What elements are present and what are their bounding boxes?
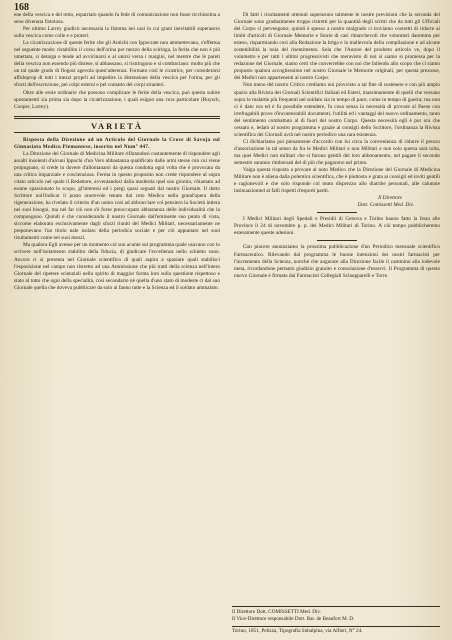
section-underline xyxy=(14,132,220,133)
paragraph: I Medici Militari degli Spedali e Presidii di Genova e Torino hanno fatto la festa alle Province il 24 di novembre p. p. dei Medici Militari di Torino. A ciò tempo pubblicheremo estesamente queste adesioni. xyxy=(234,216,440,237)
signature-name: Dott. Comissetti Med. Div. xyxy=(357,202,414,209)
section-title: VARIETÀ xyxy=(90,121,144,132)
paragraph: Ci dichiariamo poi pienamente d'accordo con lui circa la convenienza di ridurre il prezzo d'associazione in tal senso da fra le Medici Militari e non Militari e non solo questa sarà tolta, ma quei Medici non militari che si furono gentili del loro abbonamento, nel pagare il secondo semestre saranno rimborsati del di più che pagarono nel primo. xyxy=(234,138,440,166)
article-heading-text: Risposta della Direzione ad un Articolo del Giornale la Croce di Savoja sul Ginnasiato Medico Piemontese, inserito nel Num° 447. xyxy=(14,137,220,150)
page-number: 168 xyxy=(14,2,29,13)
paragraph: Oltre alle eroie ordinarie che possono complicare le ferite della vescica, può questa subire spostamenti sia prima sia dopo la cicatrizzazione, i quali esigon una cura particolare (Ruysch, Cooper, Larrey). xyxy=(14,89,220,110)
paragraph: Con piacere annunziamo la prossima pubblicazione d'un Periodico mensuale scientifico Farmaceutico. Rilevando dal programma le buone intenzioni dei nostri farmacisti per l'incremento della Scienza, nonché che augurare alla Direzione facile il cammino alla lodevole meta, ricordandone pertanto giudizio gratuito e consolazione d'esservi. Il Programma di questo nuovo Giornale è firmato dai Farmacisti Collegiali Sclaupparelli e Torre. xyxy=(234,244,440,279)
colophon-director: Il Direttore Dott. COMISSETTI Med. Div. xyxy=(232,609,321,615)
printer-imprint: Torino, 1851, Pelizza, Tipografia Subalpina, via Alfieri, N° 24. xyxy=(232,626,440,635)
left-column xyxy=(14,12,220,612)
paragraph: ene della vescica e del retto, espatriato quando fa fede di comunicazione non fosse ricchissima a seno divenuta fistolosa. xyxy=(14,12,220,26)
colophon xyxy=(232,606,440,635)
colophon-rule xyxy=(232,606,440,607)
paragraph: La Direzione del Giornale di Medicina Militare riflutandosi costantemente di rispondere agli assalti insolenti d'alcuni Ippochi d'un Vero abbastanza qualificato dalle armi stesse con cui viene propugnato, si crede in dovere d'allontanarsi da questa condotta ogni volta che è provocata da una critica imparziale e coscienziosa. Ferma in questo proposito non crede rispondere al sopra citato articolo nel quale il Redattore, avventandosi dalla modestia quel suo giornio, chiamato ad esame spassionato lo scopo, gl'interessi ed i pregi quasi seguati dal nostro Giornale. Il dotto Scrittore noll'indicar il posto onorevole tenuto dal ceto Medico nella grand'opera della rigenerazione, ha rivelato il criterio d'un uomo così ad abbracciare col pensiero la Società intiera nei suoi bisogni, ma nel far ciò non s'è forse preoccupato abbastanza delle individualità che la compongono. Quindi è che considerando il nostro Giornale dall'eminente suo punto di vista, siccome elaborato esclusivamente dagli sforzi riuniti dei Medici Militari, necessariamente ne preponevano l'un titolo nale isolato della periodica sociale e per ciò appuntato nel suoi risultamenti come nei suoi mezzi. xyxy=(14,150,220,242)
paragraph: La cicatrizzazione di queste ferite che gli Antichi con Ippocrate non ammettevano, s'effettua nel seguente modo: ristabilito il corso dell'orina per mezzo della sciringa, la ferita che non è più umettata, si detarga e tende ad avvicinarsi e al unirsi versa i margini, nel mentre che le pareti della vescica non essendo più distese, si abbassano, si ristringono e si combaciano: molto più che un tal quale grado di flogosi agevola quest'aderenza. Formato così le cicatrice, per considerarsi affidoprop di tutti i mezzi proprii ad impedire la distensione della vescica per l'orina, per gli sforzi dell'escrezione, pei colpi esterni e pel contatto dei corpi stranieri. xyxy=(14,40,220,89)
paragraph: Per ultimo Larrey giudicò necessaria la fistoma nei casi in cui grani inevitabili superasero sulla vescica come colle e e proteri. xyxy=(14,26,220,40)
colophon-vice-director: Il Vice-Direttore responsabile Dott. Bar. de Beaufort M. D. xyxy=(232,616,355,622)
columns xyxy=(14,12,440,612)
signature-title: Il Direttore xyxy=(378,195,402,202)
paragraph: Non meno del nostro Critico crediamo noi provvisto a tal fine di sostenere e con più ampio spazio alla Rivista dei Giornali Scientifici Italiani ed Esteri, massimamente di quelli che versano sopra le malattie più frequenti nel soldato sia in tempo di pace, come in tempo di guerra; ma non ci è dato ora ed è fu possibile estendere, fu cosa senza la necessità di provare al Paese con irrefragabili prove d'incontestabili documenti, l'utilità ed i vantaggi del nuovo ordinamento, tanto del sentimento combattuto al di fuori del nostro Corpo. Questa necessità egli è pur ora che cessato e, ledato al nostro programma e grazie ai consigli dello Scrittore, l'ordinanza la Rivista scientifica dei Giornali avrà nel nostro periodico una rara esistenza. xyxy=(234,82,440,138)
article-heading xyxy=(14,137,220,151)
short-divider xyxy=(317,212,357,213)
right-column xyxy=(234,12,440,612)
paragraph: Valga questa risposta a provare al noto Medico che la Direzione del Giornale di Medicina Militare non è aliena dalla polemica scientifica, che è piuttosto e grata ai consigli ed inviti gentili e ragionevoli e che solo risponde col muto disprezzo allo diatribe personali, alle calunnie insinuazionied ai falli rispetti d'esporti pariti. xyxy=(234,167,440,195)
paragraph: Di fatti i risultamenti ottenuti superarono talmente le nostre previsioni che la seconda del Giornale sono gradualmente troppo ristretti per la quantità degli scritti che da tutti gli Ufficiali del Corpo ci pervengono; quindi è spesso a nostro malgrado ci troviamo costretti di ridurre ai limiti d'articoli di Giornale Memorie e Storie di casi rimarchevoli che volontieri daremmo per esteso, risparmiando così alla Redazione la briga e la mallevoria della compilazione e ad alcune sostenibilità la noia del risentimento. Sola che l'Autore del prodotto articolo ve, dopo il volumetto e per tutti i ultimi progressivisti che meravisto di noi si siamo si promessa per la redazione del Giornale, siamo certi che converrebbe con noi che fallendo allo scopo che ci siamo proposto qualora accogliessimo nel nostro Giornale le Memorie originali, per questa prezosse, dei Medici non appartenenti al nostro Corpo. xyxy=(234,12,440,82)
section-divider xyxy=(14,116,220,120)
short-divider xyxy=(317,240,357,241)
paragraph: Ma qualora Egli avesse per un momento col suo acume sul programma quale usavano con lo scrivere nell'isolamento stabilito della fiducia, di giudicare l'eccellenza nello schietto sono. Ancora ci si presenta nel Giornale scientifico di quali aspira a spaziare quali stabilisci l'esposizione nel campo non ristretto ad una Ammissione che più tratti della scienza nell'intero Giornale del ripetere scienziali nello spirito di maggior forma loro sulla questione rispettoso e stato al tutto che ogni della specialità, così secondario nè quella d'uno stato di modeste ci dal suo Giornale quella che doveva pubblicare da solo ai fanno tutte e la Scienza ed il soldato ammalato. xyxy=(14,242,220,291)
